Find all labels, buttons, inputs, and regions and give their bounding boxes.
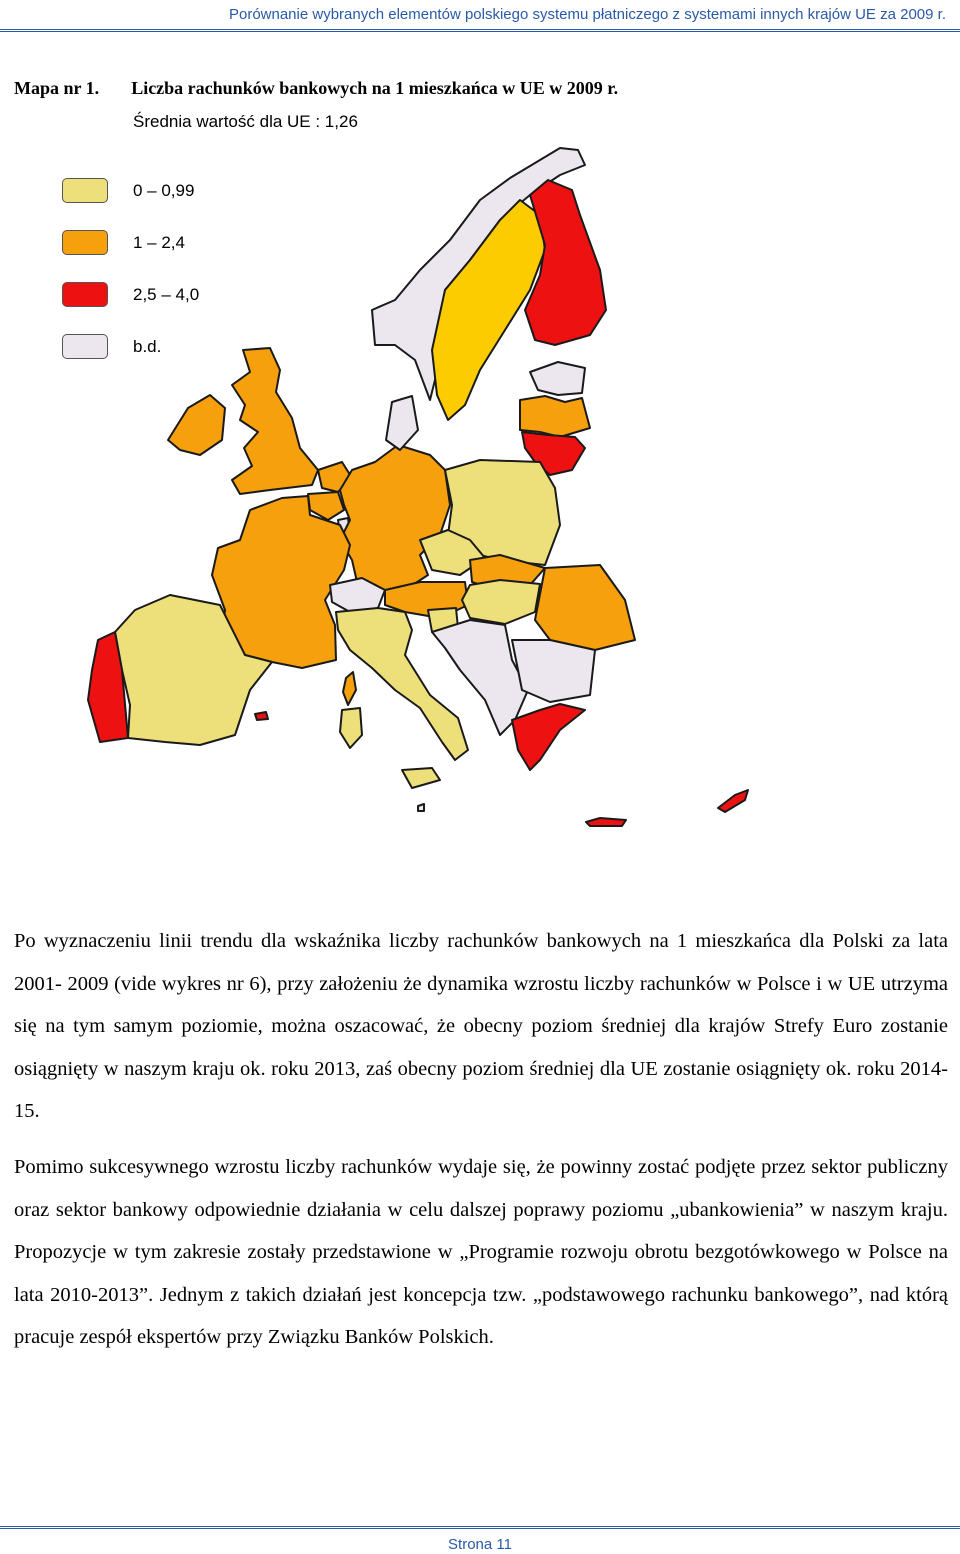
map-title: Liczba rachunków bankowych na 1 mieszkańca w UE w 2009 r. xyxy=(131,78,619,98)
region-latvia xyxy=(520,396,590,437)
legend-label: b.d. xyxy=(133,337,162,356)
legend-label: 0 – 0,99 xyxy=(133,181,195,200)
region-crete xyxy=(586,818,626,826)
paragraph-proposals: Pomimo sukcesywnego wzrostu liczby rachunków wydaje się, że powinny zostać podjęte przez sektor publiczny oraz sektor bankowy odpowiednie działania w celu dalszej poprawy poziomu „ubankowienia” w naszym kraju. Propozycje w tym zakresie zostały przedstawione w „Programie rozwoju obrotu bezgotówkowego w Polsce na lata 2010-2013”. Jednym z takich działań jest koncepcja tzw. „podstawowego rachunku bankowego”, nad którą pracuje zespół ekspertów przy Związku Banków Polskich. xyxy=(14,1156,948,1348)
legend-label: 2,5 – 4,0 xyxy=(133,285,200,304)
region-ireland xyxy=(168,395,225,455)
footer-divider xyxy=(0,1526,960,1529)
region-sardinia xyxy=(340,708,362,748)
map-caption xyxy=(14,78,618,99)
region-denmark xyxy=(386,396,418,450)
region-romania xyxy=(535,565,635,650)
paragraph-trend: Po wyznaczeniu linii trendu dla wskaźnika liczby rachunków bankowych na 1 mieszkańca dla Polski za lata 2001- 2009 (vide wykres nr 6), przy założeniu że dynamika wzrostu liczby rachunków w Polsce i w UE utrzyma się na tym samym poziomie, można oszacować, że obecny poziom średniej dla krajów Strefy Euro zostanie osiągnięty w naszym kraju ok. roku 2013, zaś obecny poziom średniej dla UE zostanie osiągnięty ok. roku 2014-15. xyxy=(14,930,948,1122)
region-balearic-islands xyxy=(255,712,268,720)
map-average: Średnia wartość dla UE : 1,26 xyxy=(133,112,358,131)
page-header xyxy=(0,0,960,28)
region-germany xyxy=(340,445,450,595)
legend-label: 1 – 2,4 xyxy=(133,233,185,252)
page-footer xyxy=(0,1536,960,1553)
eu-map xyxy=(60,140,770,840)
region-corsica xyxy=(343,672,356,705)
region-estonia xyxy=(530,362,585,395)
region-malta xyxy=(418,804,424,811)
region-greece xyxy=(512,704,585,770)
region-cyprus xyxy=(718,790,748,812)
header-text: Porównanie wybranych elementów polskiego systemu płatniczego z systemami innych krajów UE za 2009 r. xyxy=(228,6,946,23)
header-divider xyxy=(0,29,960,32)
region-united-kingdom xyxy=(232,348,318,494)
map-label: Mapa nr 1. xyxy=(14,78,100,98)
region-hungary xyxy=(462,580,540,624)
page-number: Strona 11 xyxy=(448,1536,512,1553)
region-sicily xyxy=(402,768,440,788)
